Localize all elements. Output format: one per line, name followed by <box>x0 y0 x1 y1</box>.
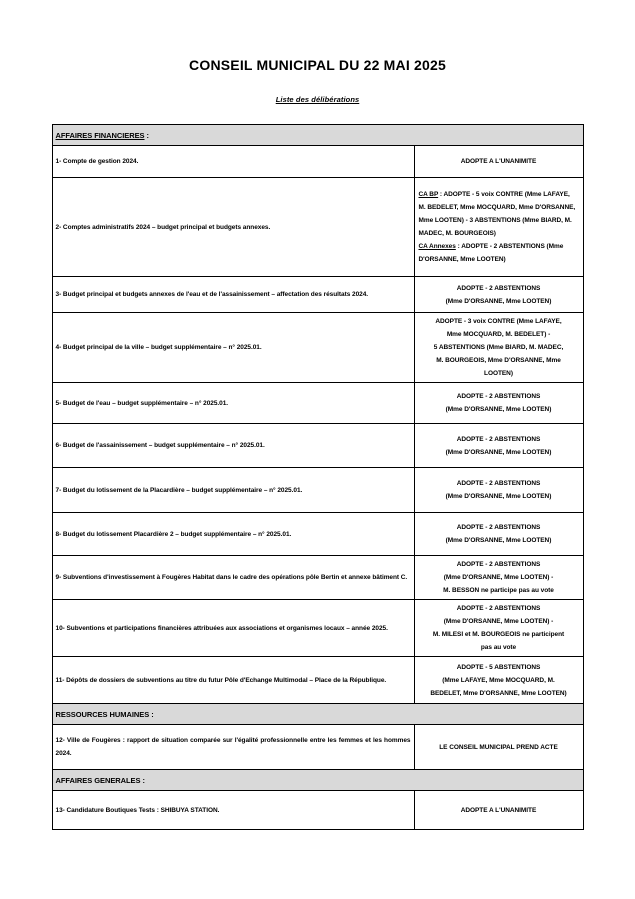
page-subtitle: Liste des délibérations <box>275 95 360 104</box>
result-cell: ADOPTE - 2 ABSTENTIONS (Mme D'ORSANNE, Mme LOOTEN) - M. BESSON ne participe pas au vote <box>414 556 583 599</box>
result-text: : ADOPTE - 2 ABSTENTIONS (Mme D'ORSANNE, Mme LOOTEN) <box>418 243 564 263</box>
section-header-ressources-humaines <box>53 704 583 725</box>
item-cell: 2- Comptes administratifs 2024 – budget principal et budgets annexes. <box>55 223 271 231</box>
section-header-affaires-generales <box>53 770 583 791</box>
result-cell: ADOPTE A L'UNANIMITE <box>414 146 583 177</box>
item-cell: 6- Budget de l'assainissement – budget supplémentaire – n° 2025.01. <box>55 442 265 449</box>
result-label: CA BP <box>418 191 439 198</box>
result-cell: ADOPTE - 2 ABSTENTIONS (Mme D'ORSANNE, Mme LOOTEN) <box>414 513 583 555</box>
section-header-label: RESSOURCES HUMAINES <box>55 709 150 719</box>
result-label: CA Annexes <box>418 243 456 250</box>
result-cell <box>414 178 583 276</box>
table-row <box>53 791 583 829</box>
table-row <box>53 277 583 313</box>
item-cell: 3- Budget principal et budgets annexes de l'eau et de l'assainissement – affectation des résultats 2024. <box>55 291 369 298</box>
result-cell: LE CONSEIL MUNICIPAL PREND ACTE <box>414 725 583 769</box>
table-row <box>53 383 583 424</box>
result-cell: ADOPTE - 2 ABSTENTIONS (Mme D'ORSANNE, Mme LOOTEN) <box>414 383 583 423</box>
table-row <box>53 424 583 468</box>
item-cell: 9- Subventions d'investissement à Fougères Habitat dans le cadre des opérations pôle Bertin et annexe bâtiment C. <box>55 574 408 581</box>
item-cell: 1- Compte de gestion 2024. <box>55 158 139 165</box>
table-row <box>53 513 583 556</box>
table-row <box>53 725 583 770</box>
deliberations-table <box>52 124 584 830</box>
result-cell: ADOPTE - 3 voix CONTRE (Mme LAFAYE, Mme MOCQUARD, M. BEDELET) - 5 ABSTENTIONS (Mme BIARD, M. MADEC, M. BOURGEOIS, Mme D'ORSANNE, Mme LOOTEN) <box>414 313 583 382</box>
result-text: : ADOPTE - 5 voix CONTRE (Mme LAFAYE, M. BEDELET, Mme MOCQUARD, Mme D'ORSANNE, Mme LOOTEN) - 3 ABSTENTIONS (Mme BIARD, M. MADEC, M. BOURGEOIS) <box>418 191 576 237</box>
page-title: CONSEIL MUNICIPAL DU 22 MAI 2025 <box>189 57 446 73</box>
table-row <box>53 657 583 704</box>
result-cell: ADOPTE - 2 ABSTENTIONS (Mme D'ORSANNE, Mme LOOTEN) <box>414 424 583 467</box>
item-cell: 7- Budget du lotissement de la Placardière – budget supplémentaire – n° 2025.01. <box>55 486 303 494</box>
table-row <box>53 556 583 600</box>
item-cell: 10- Subventions et participations financières attribuées aux associations et organismes locaux – année 2025. <box>55 624 388 632</box>
table-row <box>53 468 583 513</box>
item-cell: 13- Candidature Boutiques Tests : SHIBUYA STATION. <box>55 806 220 814</box>
table-row <box>53 313 583 383</box>
item-cell: 8- Budget du lotissement Placardière 2 – budget supplémentaire – n° 2025.01. <box>55 530 292 538</box>
item-cell: 4- Budget principal de la ville – budget supplémentaire – n° 2025.01. <box>55 344 262 351</box>
result-cell: ADOPTE - 2 ABSTENTIONS (Mme D'ORSANNE, Mme LOOTEN) <box>414 468 583 512</box>
result-cell: ADOPTE - 2 ABSTENTIONS (Mme D'ORSANNE, Mme LOOTEN) <box>414 277 583 312</box>
section-header-affaires-financieres <box>53 125 583 146</box>
item-cell: 11- Dépôts de dossiers de subventions au titre du futur Pôle d'Echange Multimodal – Place de la République. <box>55 676 387 684</box>
result-cell: ADOPTE - 5 ABSTENTIONS (Mme LAFAYE, Mme MOCQUARD, M. BEDELET, Mme D'ORSANNE, Mme LOOTEN) <box>414 657 583 703</box>
section-header-suffix: : <box>140 775 145 785</box>
section-header-suffix: : <box>149 709 154 719</box>
section-header-label: AFFAIRES GENERALES <box>55 775 141 785</box>
table-row <box>53 178 583 277</box>
section-header-suffix: : <box>144 130 149 140</box>
result-cell: ADOPTE A L'UNANIMITE <box>414 791 583 829</box>
table-row <box>53 146 583 178</box>
result-cell: ADOPTE - 2 ABSTENTIONS (Mme D'ORSANNE, Mme LOOTEN) - M. MILESI et M. BOURGEOIS ne participent pas au vote <box>414 600 583 656</box>
table-row <box>53 600 583 657</box>
item-cell: 12- Ville de Fougères : rapport de situation comparée sur l'égalité professionnelle entre les femmes et les hommes 2024. <box>55 737 411 757</box>
section-header-label: AFFAIRES FINANCIERES <box>55 130 145 140</box>
item-cell: 5- Budget de l'eau – budget supplémentaire – n° 2025.01. <box>55 399 229 407</box>
